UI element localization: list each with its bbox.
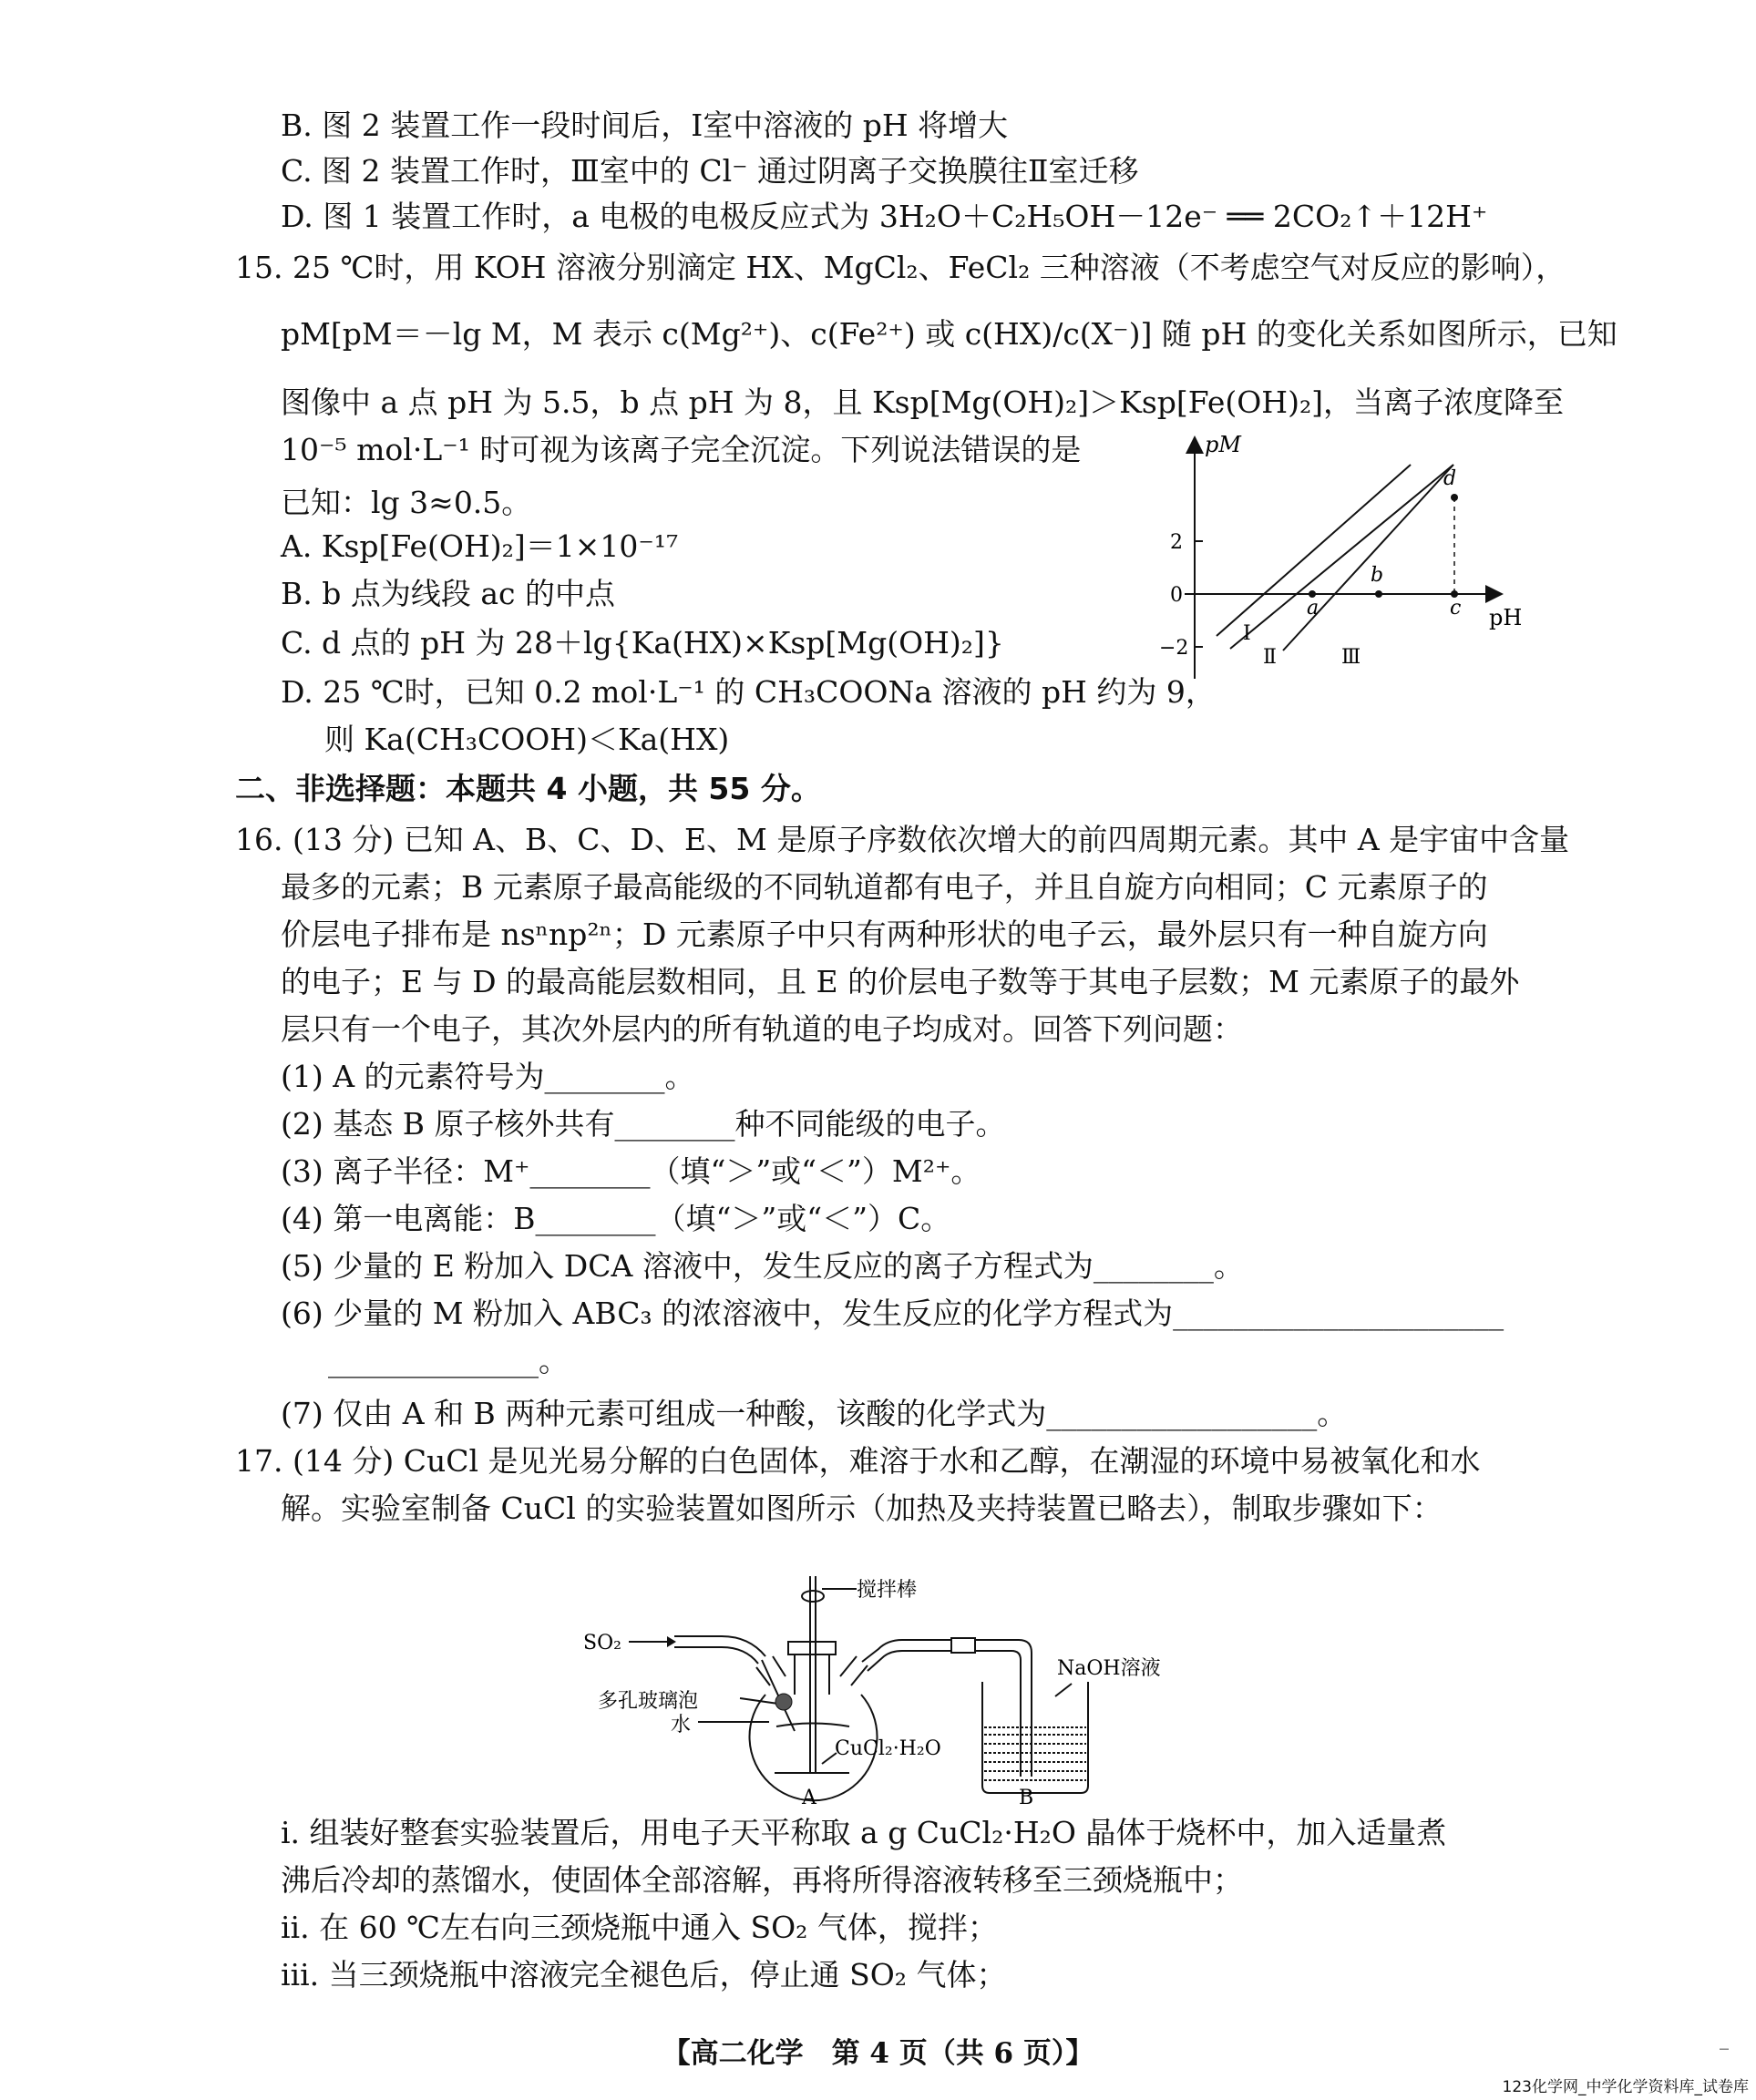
question-16-part-6: (6) 少量的 M 粉加入 ABC₃ 的浓溶液中，发生反应的化学方程式为______________________ — [281, 1296, 1504, 1331]
question-16-stem: 16. (13 分) 已知 A、B、C、D、E、M 是原子序数依次增大的前四周期元素。其中 A 是宇宙中含量 — [235, 822, 1570, 857]
question-16-part-3: (3) 离子半径：M⁺________（填“＞”或“＜”）M²⁺。 — [281, 1153, 981, 1189]
point-d-label: d — [1443, 467, 1457, 490]
so2-label: SO₂ — [583, 1632, 621, 1654]
question-15-stem: pM[pM＝－lg M，M 表示 c(Mg²⁺)、c(Fe²⁺) 或 c(HX)/c(X⁻)] 随 pH 的变化关系如图所示，已知 — [281, 316, 1617, 352]
bubble-label: 多孔玻璃泡 — [598, 1690, 699, 1713]
x-axis-label: pH — [1489, 605, 1523, 630]
question-16-part-5: (5) 少量的 E 粉加入 DCA 溶液中，发生反应的离子方程式为________。 — [281, 1248, 1244, 1284]
option-b: B. 图 2 装置工作一段时间后，Ⅰ室中溶液的 pH 将增大 — [281, 108, 1009, 143]
question-15-given: 已知：lg 3≈0.5。 — [281, 485, 532, 520]
y-tick-label: −2 — [1159, 637, 1189, 660]
pm-ph-graph — [1139, 428, 1540, 692]
question-17-step-2: ⅱ. 在 60 ℃左右向三颈烧瓶中通入 SO₂ 气体，搅拌； — [281, 1910, 998, 1945]
line-ii — [1230, 465, 1453, 649]
naoh-label: NaOH溶液 — [1057, 1657, 1161, 1680]
y-axis-label: pM — [1205, 432, 1241, 457]
question-15-stem: 10⁻⁵ mol·L⁻¹ 时可视为该离子完全沉淀。下列说法错误的是 — [281, 432, 1082, 467]
flask-a-label: A — [802, 1787, 816, 1804]
question-17-stem: 解。实验室制备 CuCl 的实验装置如图所示（加热及夹持装置已略去），制取步骤如下： — [281, 1490, 1443, 1526]
question-17-step-1: 沸后冷却的蒸馏水，使固体全部溶解，再将所得溶液转移至三颈烧瓶中； — [281, 1862, 1243, 1898]
question-16-stem: 的电子；E 与 D 的最高能层数相同，且 E 的价层电子数等于其电子层数；M 元素原子的最外 — [281, 964, 1520, 999]
corner-mark: _ — [1720, 2028, 1729, 2050]
question-15-option-c: C. d 点的 pH 为 28＋lg{Ka(HX)×Ksp[Mg(OH)₂]} — [281, 625, 1004, 661]
point-c-label: c — [1450, 597, 1462, 620]
question-16-stem: 价层电子排布是 nsⁿnp²ⁿ；D 元素原子中只有两种形状的电子云，最外层只有一种自旋方向 — [281, 917, 1488, 952]
line-iii-label: Ⅲ — [1341, 646, 1361, 669]
line-i-label: Ⅰ — [1243, 622, 1251, 645]
question-17-step-3: ⅲ. 当三颈烧瓶中溶液完全褪色后，停止通 SO₂ 气体； — [281, 1957, 1007, 1992]
salt-label: CuCl₂·H₂O — [835, 1737, 941, 1760]
y-tick-label: 0 — [1170, 584, 1183, 607]
question-15-stem: 图像中 a 点 pH 为 5.5，b 点 pH 为 8，且 Ksp[Mg(OH)₂]＞Ksp[Fe(OH)₂]，当离子浓度降至 — [281, 384, 1565, 420]
point-b-label: b — [1371, 564, 1384, 587]
question-16-stem: 最多的元素；B 元素原子最高能级的不同轨道都有电子，并且自旋方向相同；C 元素原子的 — [281, 869, 1488, 905]
line-iii — [1283, 465, 1453, 650]
section-heading: 二、非选择题：本题共 4 小题，共 55 分。 — [235, 771, 821, 806]
question-16-part-2: (2) 基态 B 原子核外共有________种不同能级的电子。 — [281, 1106, 1006, 1142]
point-a-label: a — [1307, 597, 1320, 620]
water-label: 水 — [671, 1714, 692, 1736]
question-16-part-6: ______________。 — [328, 1343, 569, 1378]
y-tick-label: 2 — [1170, 531, 1183, 554]
question-16-part-7: (7) 仅由 A 和 B 两种元素可组成一种酸，该酸的化学式为__________________。 — [281, 1396, 1348, 1431]
line-ii-label: Ⅱ — [1263, 646, 1277, 669]
beaker-b-label: B — [1019, 1787, 1034, 1804]
question-15-option-a: A. Ksp[Fe(OH)₂]＝1×10⁻¹⁷ — [281, 528, 679, 564]
question-16-part-4: (4) 第一电离能：B________（填“＞”或“＜”）C。 — [281, 1201, 951, 1236]
question-15-option-d: 则 Ka(CH₃COOH)＜Ka(HX) — [324, 722, 730, 757]
option-c: C. 图 2 装置工作时，Ⅲ室中的 Cl⁻ 通过阴离子交换膜往Ⅱ室迁移 — [281, 153, 1139, 189]
watermark: 123化学网_中学化学资料库_试卷库 — [1502, 2078, 1749, 2096]
question-15-option-b: B. b 点为线段 ac 的中点 — [281, 576, 615, 611]
point-b — [1375, 590, 1382, 598]
question-17-stem: 17. (14 分) CuCl 是见光易分解的白色固体，难溶于水和乙醇，在潮湿的环境中易被氧化和水 — [235, 1443, 1481, 1479]
question-16-stem: 层只有一个电子，其次外层内的所有轨道的电子均成对。回答下列问题： — [281, 1011, 1243, 1047]
question-16-part-1: (1) A 的元素符号为________。 — [281, 1059, 695, 1094]
stirrer-label: 搅拌棒 — [857, 1579, 918, 1602]
apparatus-diagram — [583, 1549, 1185, 1804]
point-d — [1451, 494, 1458, 501]
question-17-step-1: ⅰ. 组装好整套实验装置后，用电子天平称取 a g CuCl₂·H₂O 晶体于烧杯中，加入适量煮 — [281, 1815, 1447, 1850]
question-15-option-d: D. 25 ℃时，已知 0.2 mol·L⁻¹ 的 CH₃COONa 溶液的 pH 约为 9， — [281, 674, 1216, 710]
question-15-stem: 15. 25 ℃时，用 KOH 溶液分别滴定 HX、MgCl₂、FeCl₂ 三种溶液（不考虑空气对反应的影响）， — [235, 250, 1566, 285]
page-footer: 【高二化学 第 4 页（共 6 页）】 — [662, 2037, 1094, 2070]
option-d: D. 图 1 装置工作时，a 电极的电极反应式为 3H₂O＋C₂H₅OH－12e⁻ ══ 2CO₂↑＋12H⁺ — [281, 199, 1488, 234]
